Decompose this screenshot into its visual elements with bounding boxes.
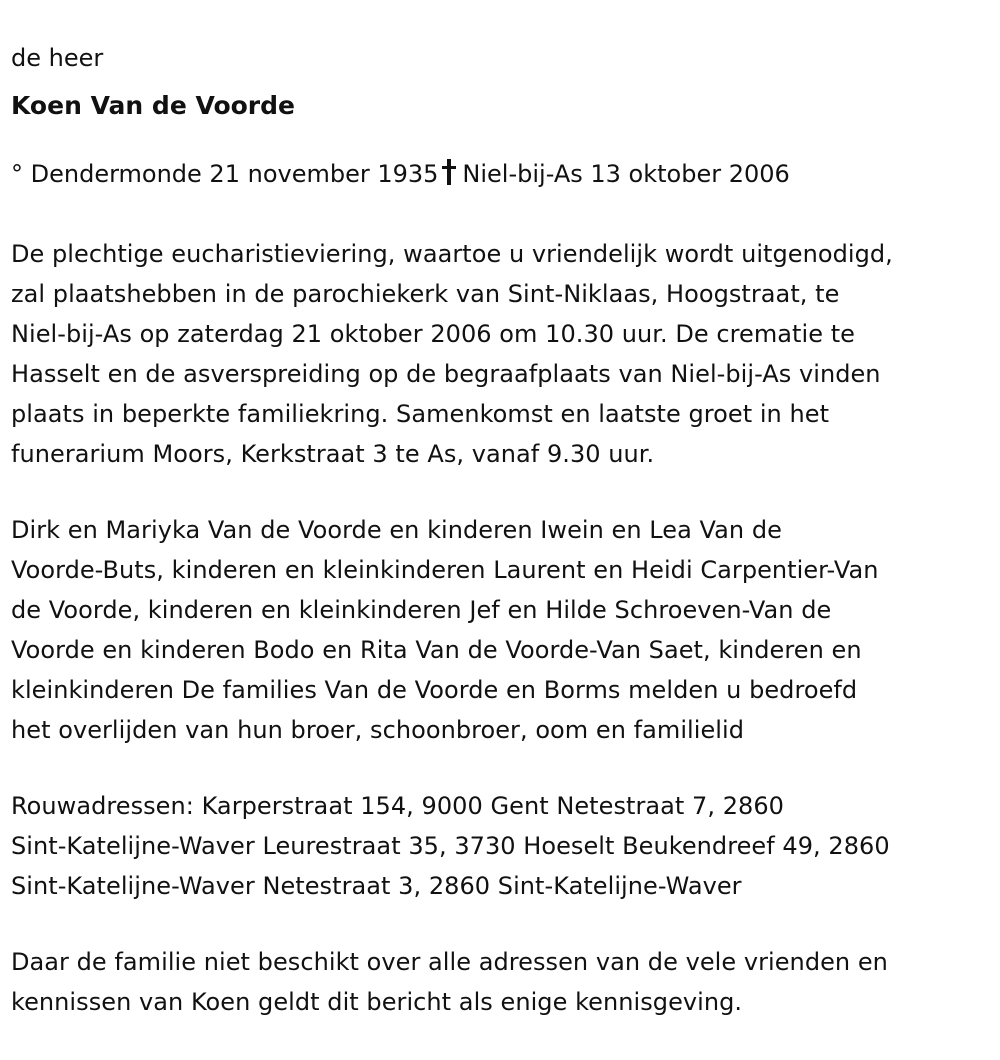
death-info: Niel-bij-As 13 oktober 2006 bbox=[462, 160, 790, 188]
death-notice bbox=[11, 38, 996, 1022]
address-line: Rouwadressen: Karperstraat 154, 9000 Gent Netestraat 7, 2860 bbox=[11, 792, 784, 820]
salutation: de heer bbox=[11, 44, 104, 72]
family-paragraph bbox=[11, 510, 996, 750]
ceremony-paragraph bbox=[11, 234, 996, 474]
family-line: kleinkinderen De families Van de Voorde en Borms melden u bedroefd bbox=[11, 676, 858, 704]
life-dates bbox=[11, 154, 996, 198]
family-line: Voorde-Buts, kinderen en kleinkinderen Laurent en Heidi Carpentier-Van bbox=[11, 556, 879, 584]
ceremony-line: zal plaatshebben in de parochiekerk van Sint-Niklaas, Hoogstraat, te bbox=[11, 280, 840, 308]
address-line: Sint-Katelijne-Waver Leurestraat 35, 3730 Hoeselt Beukendreef 49, 2860 bbox=[11, 832, 890, 860]
ceremony-line: Niel-bij-As op zaterdag 21 oktober 2006 om 10.30 uur. De crematie te bbox=[11, 320, 855, 348]
closing-line: Daar de familie niet beschikt over alle adressen van de vele vrienden en bbox=[11, 948, 888, 976]
address-line: Sint-Katelijne-Waver Netestraat 3, 2860 Sint-Katelijne-Waver bbox=[11, 872, 742, 900]
birth-info: ° Dendermonde 21 november 1935 bbox=[11, 160, 439, 188]
ceremony-line: plaats in beperkte familiekring. Samenkomst en laatste groet in het bbox=[11, 400, 830, 428]
family-line: Voorde en kinderen Bodo en Rita Van de Voorde-Van Saet, kinderen en bbox=[11, 636, 862, 664]
family-line: het overlijden van hun broer, schoonbroer, oom en familielid bbox=[11, 716, 745, 744]
ceremony-line: Hasselt en de asverspreiding op de begraafplaats van Niel-bij-As vinden bbox=[11, 360, 881, 388]
family-line: de Voorde, kinderen en kleinkinderen Jef en Hilde Schroeven-Van de bbox=[11, 596, 832, 624]
deceased-name: Koen Van de Voorde bbox=[11, 91, 295, 120]
family-line: Dirk en Mariyka Van de Voorde en kinderen Iwein en Lea Van de bbox=[11, 516, 782, 544]
cross-icon bbox=[442, 159, 456, 185]
addresses-paragraph bbox=[11, 786, 996, 906]
closing-paragraph bbox=[11, 942, 996, 1022]
closing-line: kennissen van Koen geldt dit bericht als enige kennisgeving. bbox=[11, 988, 743, 1016]
ceremony-line: funerarium Moors, Kerkstraat 3 te As, vanaf 9.30 uur. bbox=[11, 440, 655, 468]
ceremony-line: De plechtige eucharistieviering, waartoe u vriendelijk wordt uitgenodigd, bbox=[11, 240, 893, 268]
